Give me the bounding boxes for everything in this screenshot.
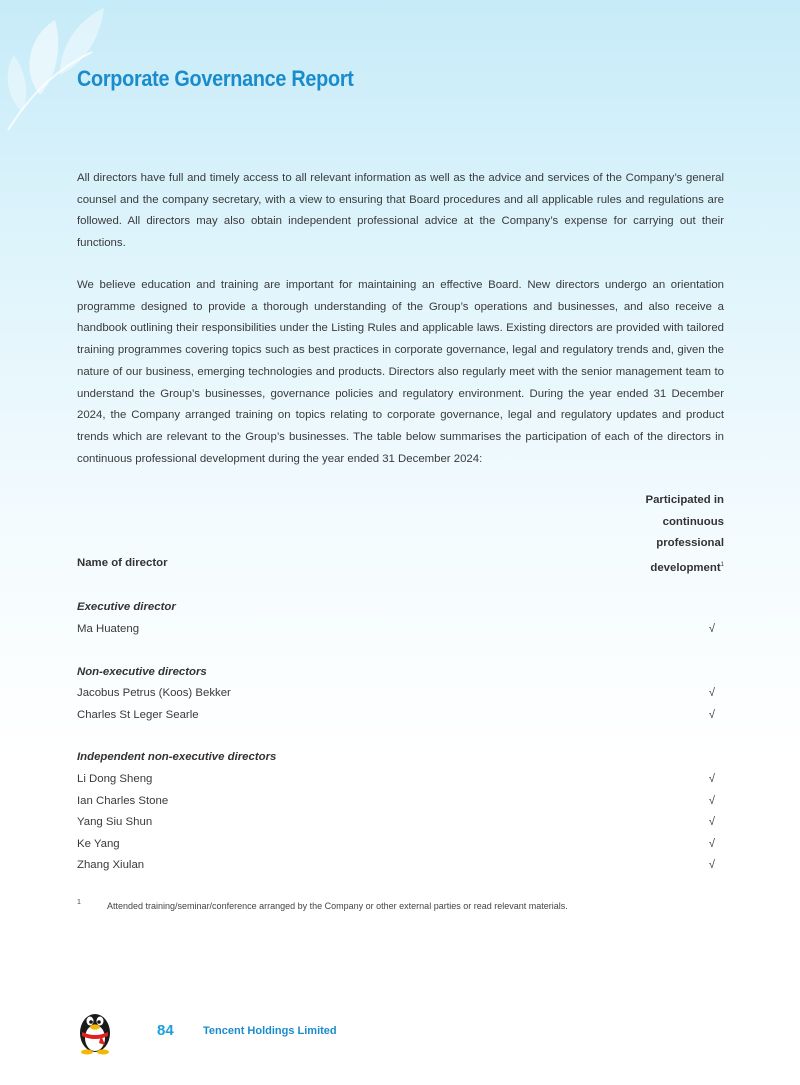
director-name: Ian Charles Stone [77,795,169,807]
group-title-non-executive: Non-executive directors [77,666,207,678]
page-title: Corporate Governance Report [77,66,354,91]
access-paragraph: All directors have full and timely access to all relevant information as well as the advice and services of the Company’s general counsel and the company secretary, with a view to ensuring that Board procedures and all applicable rules and regulations are followed. All directors may also obtain independent professional advice at the Company’s expense for carrying out their functions. [77,172,724,250]
check-mark: √ [708,773,715,785]
table-row [77,687,724,705]
footnote-number: 1 [77,899,81,906]
participation-header-line: Participated in [645,494,724,506]
director-name: Li Dong Sheng [77,773,153,785]
director-name: Ma Huateng [77,623,140,635]
check-mark: √ [708,816,715,828]
director-name: Ke Yang [77,838,120,850]
director-name: Charles St Leger Searle [77,709,199,721]
table-row [77,816,724,834]
group-title-executive: Executive director [77,601,176,613]
participation-column-header [584,490,724,580]
participation-header-line: professional [656,537,724,550]
table-row [77,795,724,813]
director-name: Jacobus Petrus (Koos) Bekker [77,687,231,699]
table-row [77,709,724,727]
check-mark: √ [708,859,715,871]
participation-header-line: continuous [662,515,724,528]
name-column-header: Name of director [77,557,168,569]
company-name: Tencent Holdings Limited [203,1025,337,1037]
footnote-ref: 1 [720,562,724,569]
check-mark: √ [708,709,715,721]
training-paragraph: We believe education and training are important for maintaining an effective Board. New directors undergo an orientation programme designed to provide a thorough understanding of the Group’s operations and businesses, and also receive a handbook outlining their responsibilities under the Listing Rules and applicable laws. Existing directors are provided with tailored training programmes covering topics such as best practices in corporate governance, legal and regulatory trends and, given the nature of our business, emerging technologies and products. Directors also regularly meet with the senior management team to understand the Group’s businesses, governance policies and regulatory environment. During the year ended 31 December 2024, the Company arranged training on topics relating to corporate governance, legal and regulatory updates and product trends which are relevant to the Group’s businesses. The table below summarises the participation of each of the directors in continuous professional development during the year ended 31 December 2024: [77,279,724,465]
participation-header-line: development [650,562,721,575]
director-name: Zhang Xiulan [77,859,145,871]
check-mark: √ [708,838,715,850]
table-row [77,773,724,791]
director-name: Yang Siu Shun [77,816,153,828]
footnote-text: Attended training/seminar/conference arranged by the Company or other external parties or read relevant materials. [107,901,568,911]
table-row [77,623,724,641]
page-number: 84 [157,1022,174,1039]
qq-penguin-icon [74,1005,116,1055]
table-row [77,838,724,856]
table-row [77,859,724,877]
check-mark: √ [708,687,715,699]
check-mark: √ [708,623,715,635]
group-title-independent: Independent non-executive directors [77,751,277,763]
check-mark: √ [708,795,715,807]
